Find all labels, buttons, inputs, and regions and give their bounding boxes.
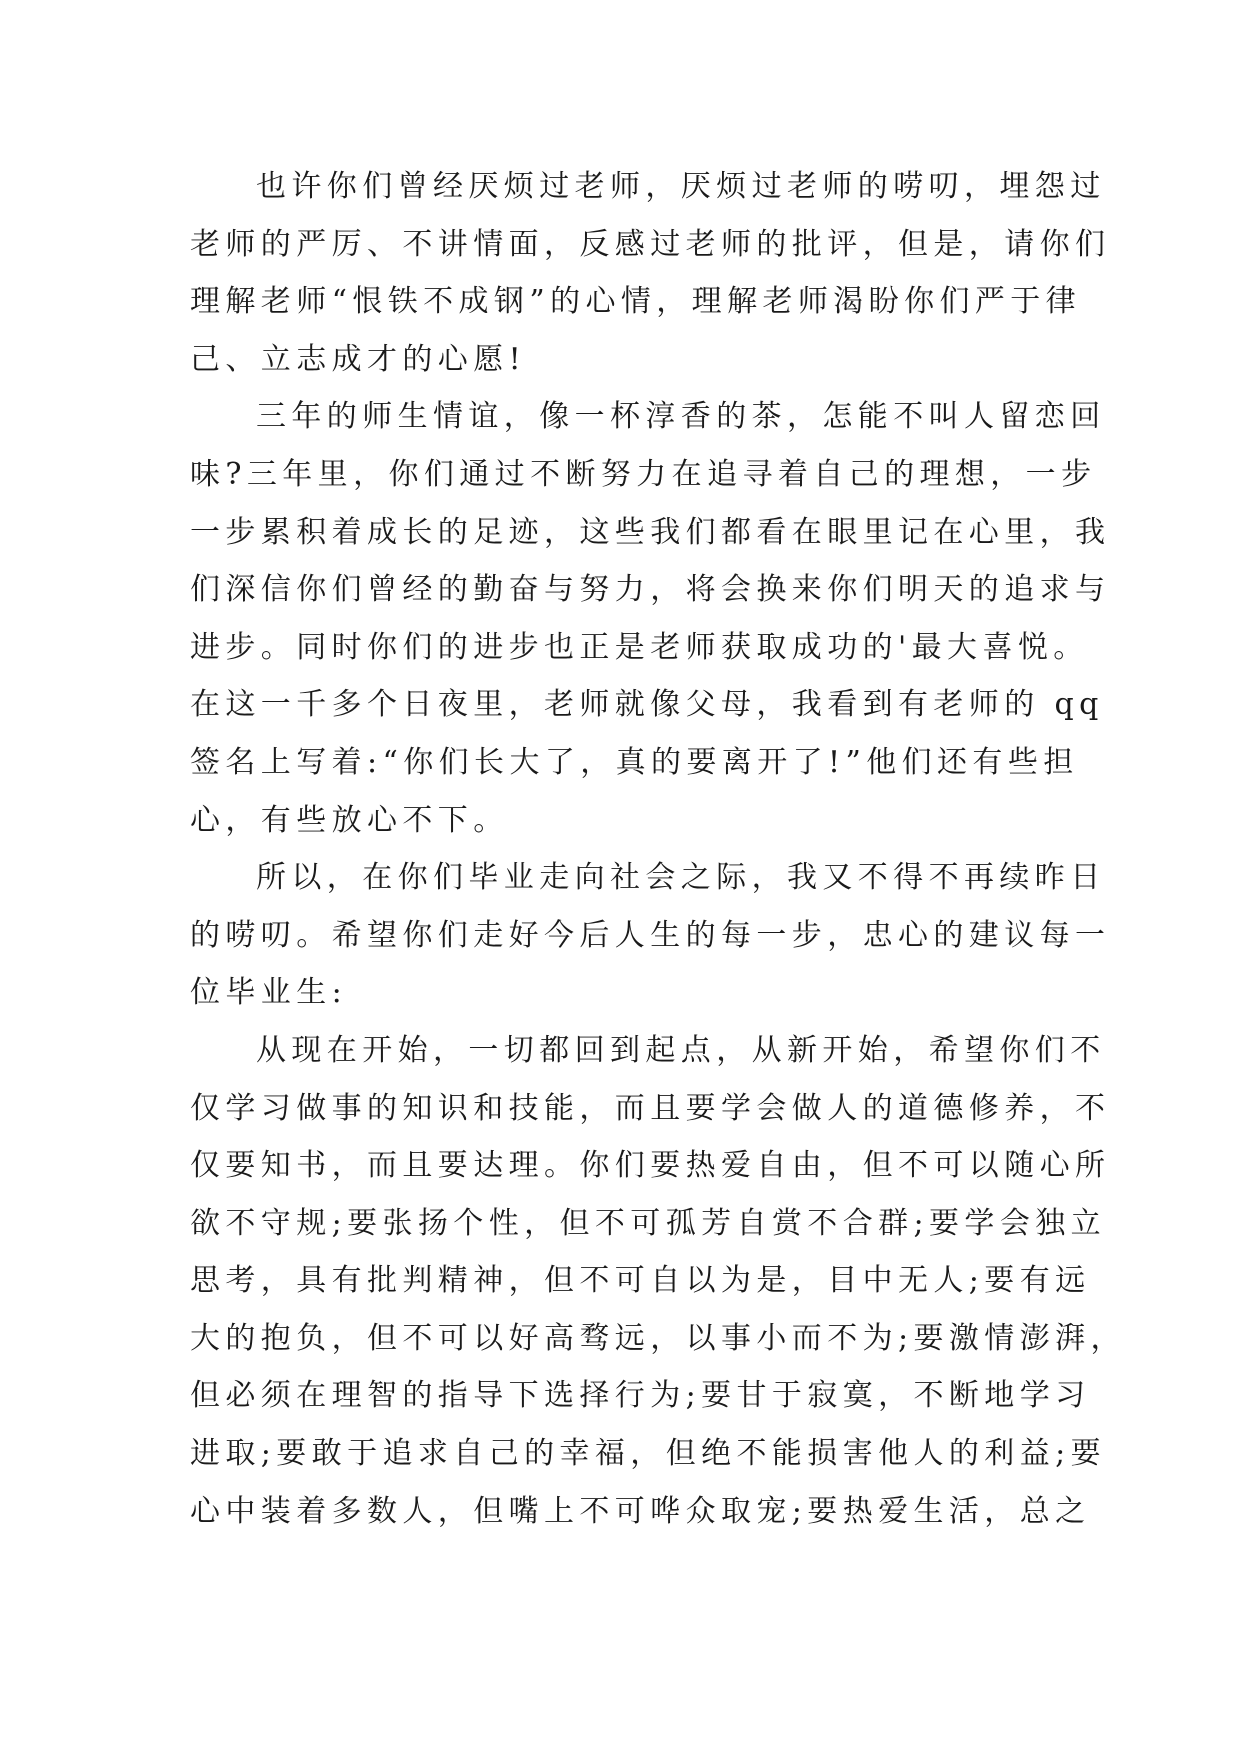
- paragraph-4-line-4: 欲不守规;要张扬个性，但不可孤芳自赏不合群;要学会独立: [190, 1205, 1107, 1241]
- paragraph-4-line-7: 但必须在理智的指导下选择行为;要甘于寂寞，不断地学习: [190, 1378, 1091, 1414]
- paragraph-2-line-3: 一步累积着成长的足迹，这些我们都看在眼里记在心里，我: [190, 514, 1111, 550]
- paragraph-2-line-8: 心，有些放心不下。: [190, 802, 509, 838]
- paragraph-1-line-3: 理解老师“恨铁不成钢”的心情，理解老师渴盼你们严于律: [190, 284, 1082, 320]
- paragraph-4-line-1: 从现在开始，一切都回到起点，从新开始，希望你们不: [256, 1032, 1106, 1068]
- paragraph-2-line-2: 味?三年里，你们通过不断努力在追寻着自己的理想，一步: [190, 456, 1097, 492]
- paragraph-1-line-2: 老师的严厉、不讲情面，反感过老师的批评，但是，请你们: [190, 226, 1111, 262]
- paragraph-3-line-3: 位毕业生:: [190, 975, 348, 1011]
- paragraph-4-line-9: 心中装着多数人，但嘴上不可哗众取宠;要热爱生活，总之: [190, 1493, 1091, 1529]
- paragraph-1-line-4: 己、立志成才的心愿!: [190, 341, 527, 377]
- document-body: [190, 158, 1126, 1540]
- paragraph-4-line-6: 大的抱负，但不可以好高骛远，以事小而不为;要激情澎湃，: [190, 1320, 1126, 1356]
- paragraph-4-line-3: 仅要知书，而且要达理。你们要热爱自由，但不可以随心所: [190, 1148, 1111, 1184]
- paragraph-4-line-2: 仅学习做事的知识和技能，而且要学会做人的道德修养，不: [190, 1090, 1111, 1126]
- paragraph-2-line-1: 三年的师生情谊，像一杯淳香的茶，怎能不叫人留恋回: [256, 399, 1106, 435]
- paragraph-1-line-1: 也许你们曾经厌烦过老师，厌烦过老师的唠叨，埋怨过: [256, 169, 1106, 204]
- paragraph-3-line-2: 的唠叨。希望你们走好今后人生的每一步，忠心的建议每一: [190, 917, 1111, 953]
- paragraph-4-line-8: 进取;要敢于追求自己的幸福，但绝不能损害他人的利益;要: [190, 1436, 1107, 1472]
- paragraph-4-line-5: 思考，具有批判精神，但不可自以为是，目中无人;要有远: [190, 1263, 1091, 1299]
- paragraph-2-line-7: 签名上写着:“你们长大了，真的要离开了!”他们还有些担: [190, 744, 1079, 780]
- paragraph-3-line-1: 所以，在你们毕业走向社会之际，我又不得不再续昨日: [256, 860, 1106, 896]
- paragraph-2-line-6: 在这一千多个日夜里，老师就像父母，我看到有老师的 qq: [190, 687, 1104, 723]
- paragraph-2-line-5: 进步。同时你们的进步也正是老师获取成功的'最大喜悦。: [190, 629, 1089, 665]
- paragraph-2-line-4: 们深信你们曾经的勤奋与努力，将会换来你们明天的追求与: [190, 572, 1111, 608]
